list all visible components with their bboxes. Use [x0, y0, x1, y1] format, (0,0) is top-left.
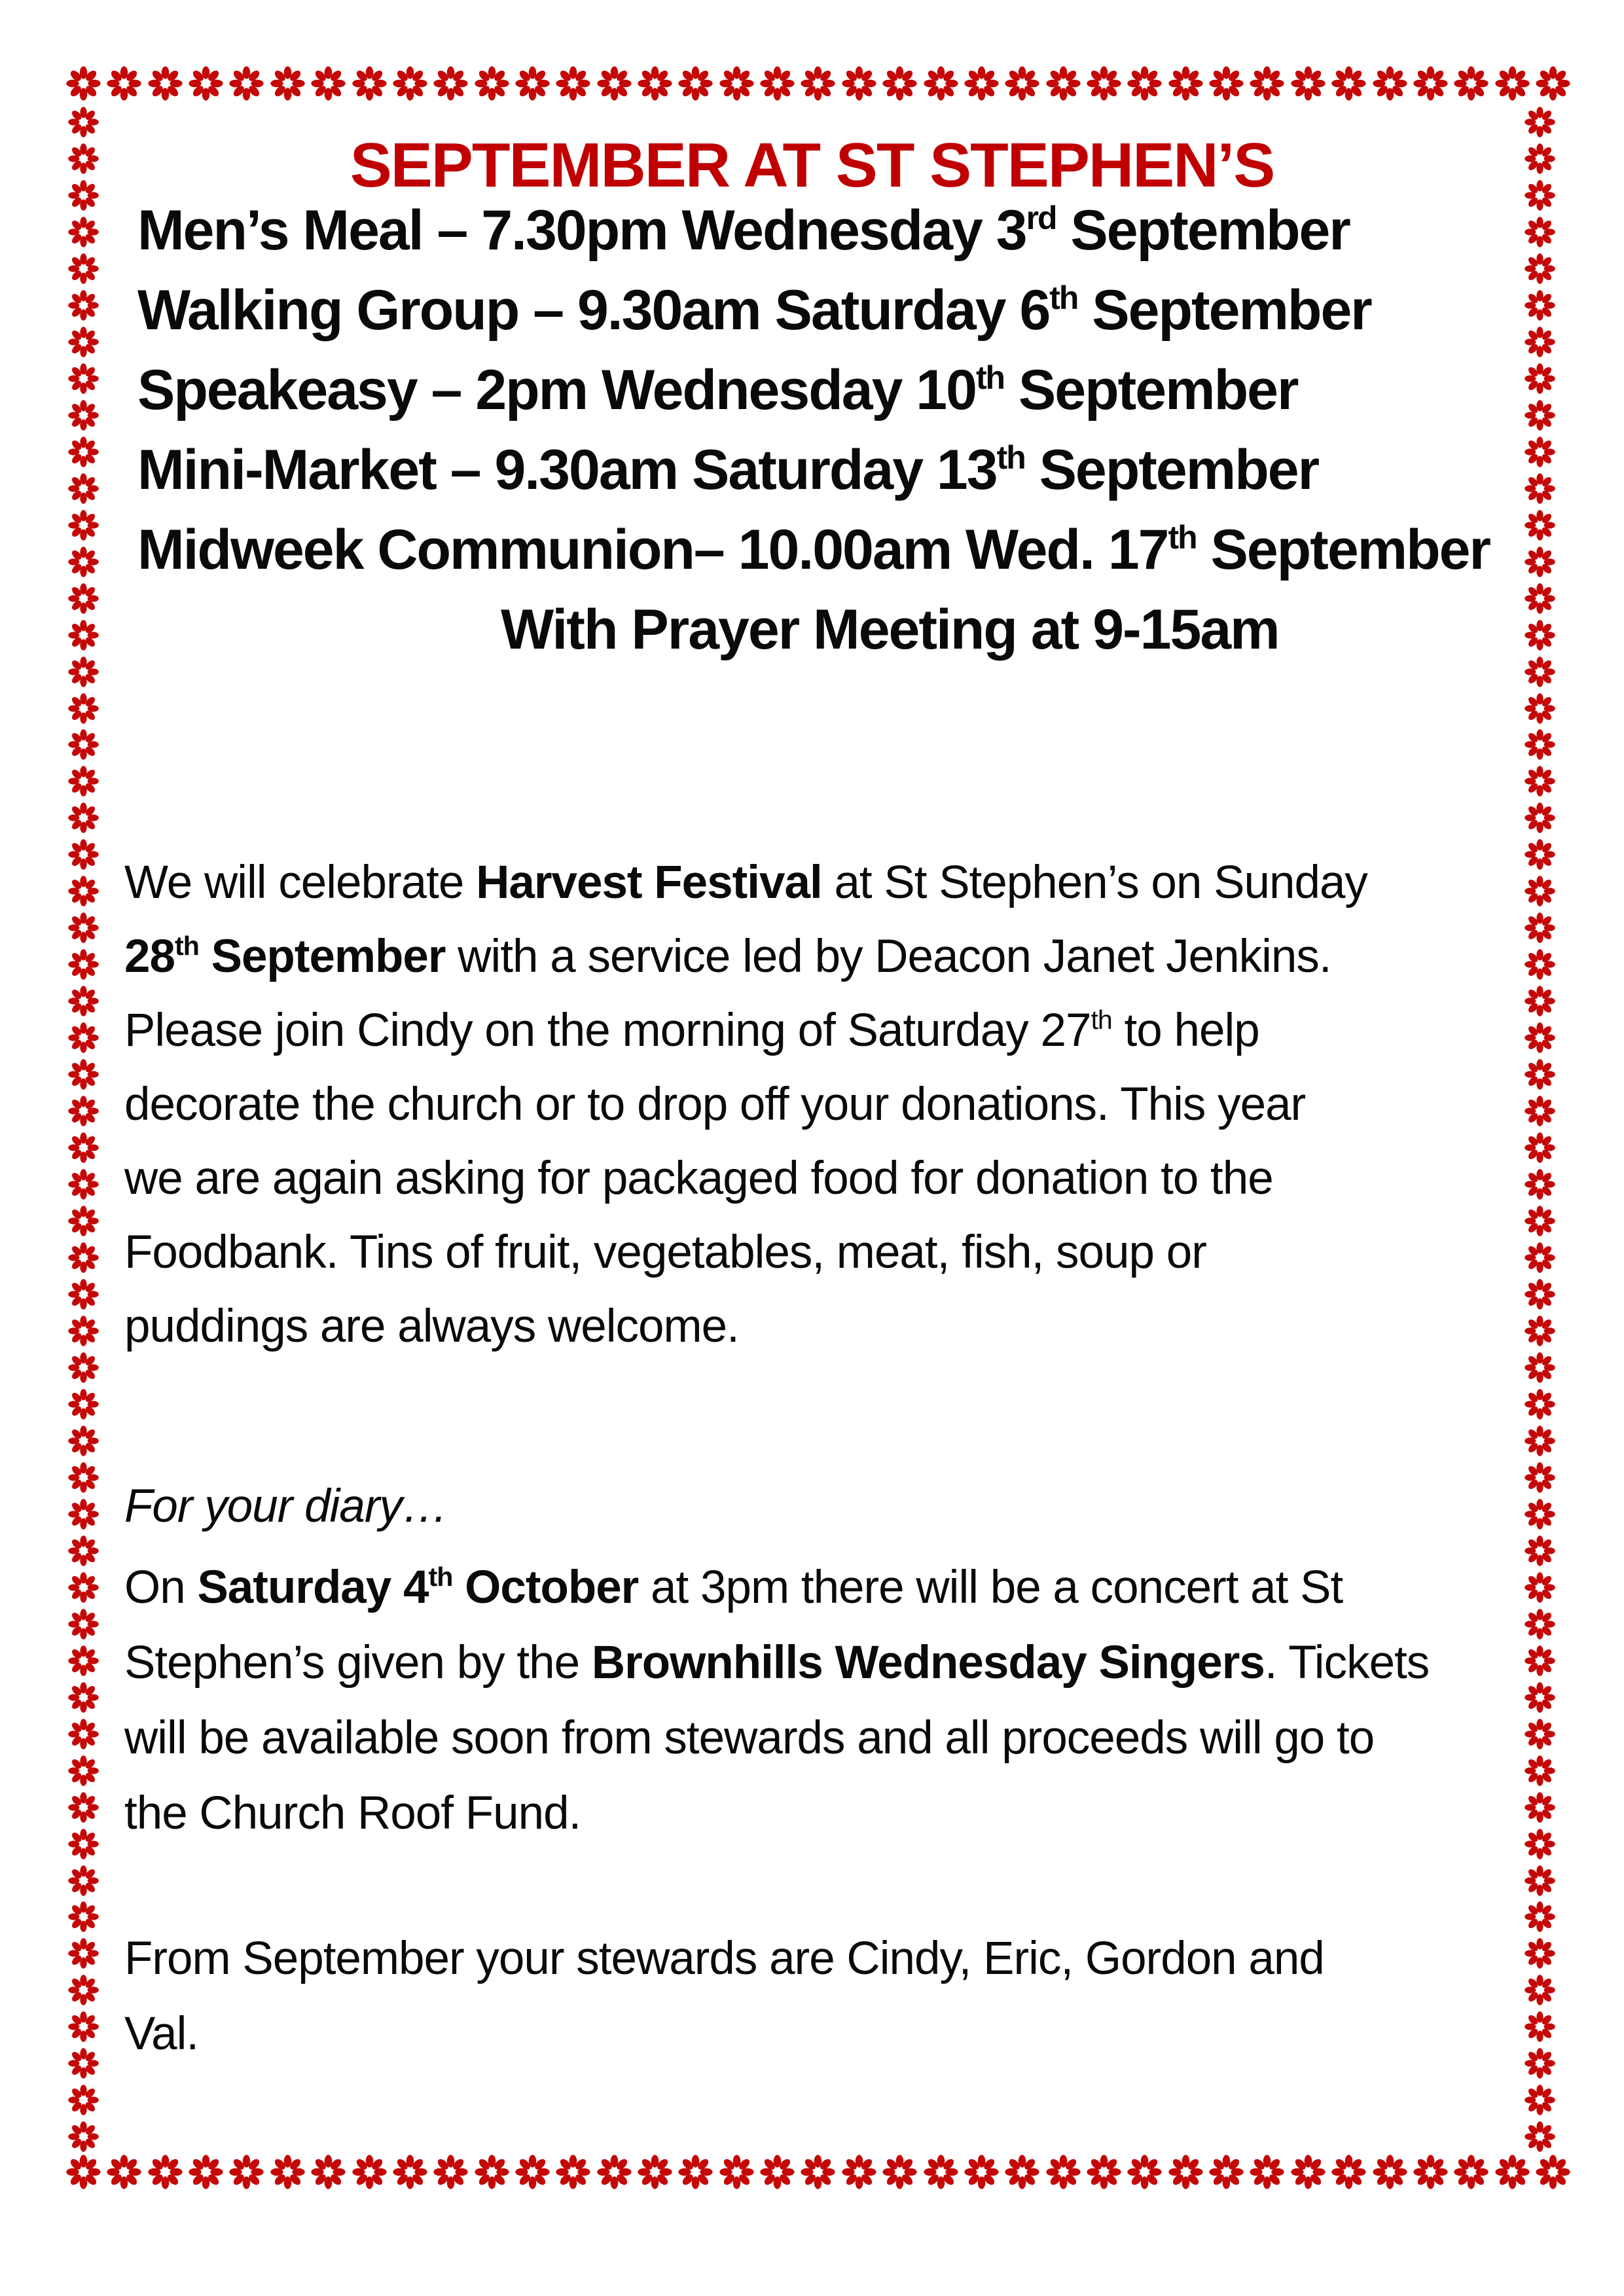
flower-asterisk-icon: [1453, 65, 1489, 101]
flower-asterisk-icon: [882, 2154, 918, 2190]
text-line: From September your stewards are Cindy, Eric, Gordon and: [124, 1933, 1324, 1984]
flower-asterisk-icon: [67, 728, 99, 761]
text-line: Please join Cindy on the morning of Saturday 27th to help: [124, 1005, 1259, 1056]
flower-asterisk-icon: [67, 106, 99, 138]
flower-asterisk-icon: [67, 1278, 99, 1310]
flower-asterisk-icon: [1535, 65, 1571, 101]
flower-asterisk-icon: [352, 2154, 388, 2190]
flower-asterisk-icon: [106, 65, 142, 101]
flower-asterisk-icon: [474, 2154, 510, 2190]
paragraph-concert: [124, 1550, 1525, 1851]
flower-asterisk-icon: [1524, 1425, 1556, 1457]
flower-asterisk-icon: [67, 1901, 99, 1933]
flower-asterisk-icon: [1524, 1132, 1556, 1164]
flower-asterisk-icon: [67, 948, 99, 980]
flower-asterisk-icon: [1168, 2154, 1204, 2190]
flower-asterisk-icon: [67, 802, 99, 834]
flower-asterisk-icon: [67, 1498, 99, 1530]
flower-asterisk-icon: [67, 765, 99, 797]
flower-asterisk-icon: [1524, 985, 1556, 1017]
flower-asterisk-icon: [1453, 2154, 1489, 2190]
flower-asterisk-icon: [1524, 1278, 1556, 1310]
flower-asterisk-icon: [1535, 2154, 1571, 2190]
flower-asterisk-icon: [1524, 1828, 1556, 1860]
diary-heading: [124, 1469, 1525, 1543]
flower-asterisk-icon: [67, 1791, 99, 1823]
border-bottom: [65, 2153, 1571, 2190]
flower-asterisk-icon: [1127, 2154, 1163, 2190]
flower-asterisk-icon: [596, 65, 632, 101]
flower-asterisk-icon: [1524, 1681, 1556, 1713]
flower-asterisk-icon: [67, 2011, 99, 2043]
flower-asterisk-icon: [1372, 65, 1408, 101]
flower-asterisk-icon: [1524, 838, 1556, 870]
flower-asterisk-icon: [1524, 1388, 1556, 1420]
flower-asterisk-icon: [67, 2047, 99, 2079]
flower-asterisk-icon: [67, 363, 99, 395]
flower-asterisk-icon: [1524, 106, 1556, 138]
flower-asterisk-icon: [67, 1608, 99, 1640]
flower-asterisk-icon: [1524, 692, 1556, 725]
flower-asterisk-icon: [1249, 2154, 1285, 2190]
flower-asterisk-icon: [67, 1681, 99, 1713]
flower-asterisk-icon: [67, 875, 99, 907]
flower-asterisk-icon: [1524, 1242, 1556, 1274]
flower-asterisk-icon: [964, 65, 1000, 101]
text-line: Men’s Meal – 7.30pm Wednesday 3rd September: [137, 199, 1350, 262]
flower-asterisk-icon: [67, 1132, 99, 1164]
flower-asterisk-icon: [67, 326, 99, 358]
flower-asterisk-icon: [106, 2154, 142, 2190]
paragraph-stewards: [124, 1921, 1525, 2072]
flower-asterisk-icon: [596, 2154, 632, 2190]
flower-asterisk-icon: [67, 985, 99, 1017]
flower-asterisk-icon: [1524, 1498, 1556, 1530]
flower-asterisk-icon: [1524, 728, 1556, 761]
flower-asterisk-icon: [1524, 1315, 1556, 1347]
flower-asterisk-icon: [1524, 1937, 1556, 1969]
flower-asterisk-icon: [719, 2154, 755, 2190]
flower-asterisk-icon: [67, 656, 99, 688]
flower-asterisk-icon: [800, 65, 836, 101]
flower-asterisk-icon: [1524, 2084, 1556, 2116]
flower-asterisk-icon: [474, 65, 510, 101]
flower-asterisk-icon: [188, 2154, 224, 2190]
text-line: For your diary…: [124, 1480, 448, 1532]
flower-asterisk-icon: [1524, 802, 1556, 834]
flower-asterisk-icon: [1524, 2121, 1556, 2153]
flower-asterisk-icon: [67, 436, 99, 468]
flower-asterisk-icon: [677, 65, 713, 101]
flower-asterisk-icon: [67, 473, 99, 505]
flower-asterisk-icon: [1413, 65, 1449, 101]
flower-asterisk-icon: [1524, 2047, 1556, 2079]
flower-asterisk-icon: [67, 253, 99, 285]
flower-asterisk-icon: [1290, 2154, 1326, 2190]
text-line: Stephen’s given by the Brownhills Wednesday Singers. Tickets: [124, 1637, 1430, 1689]
flower-asterisk-icon: [1208, 2154, 1244, 2190]
flower-asterisk-icon: [147, 2154, 183, 2190]
flower-asterisk-icon: [841, 2154, 877, 2190]
text-line: will be available soon from stewards and all proceeds will go to: [124, 1712, 1375, 1764]
text-line: Walking Group – 9.30am Saturday 6th September: [137, 279, 1371, 342]
flower-asterisk-icon: [1524, 1352, 1556, 1384]
flower-asterisk-icon: [433, 2154, 469, 2190]
page-title: SEPTEMBER AT ST STEPHEN’S: [350, 130, 1274, 200]
flower-asterisk-icon: [1524, 1205, 1556, 1237]
text-line: decorate the church or to drop off your donations. This year: [124, 1079, 1306, 1130]
text-line: puddings are always welcome.: [124, 1300, 739, 1352]
text-line: the Church Roof Fund.: [124, 1787, 581, 1839]
flower-asterisk-icon: [1524, 1718, 1556, 1750]
flower-asterisk-icon: [67, 1352, 99, 1384]
flower-asterisk-icon: [1524, 1865, 1556, 1897]
flower-asterisk-icon: [1208, 65, 1244, 101]
flower-asterisk-icon: [67, 838, 99, 870]
text-line: 28th September with a service led by Deacon Janet Jenkins.: [124, 931, 1331, 982]
flower-asterisk-icon: [67, 289, 99, 321]
flower-asterisk-icon: [67, 1205, 99, 1237]
flower-asterisk-icon: [433, 65, 469, 101]
flower-asterisk-icon: [759, 2154, 795, 2190]
flower-asterisk-icon: [67, 509, 99, 541]
events-list: [137, 190, 1538, 670]
text-line: We will celebrate Harvest Festival at St Stephen’s on Sunday: [124, 857, 1367, 908]
flower-asterisk-icon: [67, 692, 99, 725]
flower-asterisk-icon: [67, 1937, 99, 1969]
flower-asterisk-icon: [67, 2121, 99, 2153]
flower-asterisk-icon: [67, 1755, 99, 1787]
flower-asterisk-icon: [1524, 2011, 1556, 2043]
flower-asterisk-icon: [1524, 875, 1556, 907]
flower-asterisk-icon: [67, 1095, 99, 1127]
text-line: With Prayer Meeting at 9-15am: [501, 598, 1279, 661]
flower-asterisk-icon: [719, 65, 755, 101]
flower-asterisk-icon: [1524, 912, 1556, 944]
flower-asterisk-icon: [1524, 1791, 1556, 1823]
flower-asterisk-icon: [67, 179, 99, 211]
flower-asterisk-icon: [67, 2084, 99, 2116]
flower-asterisk-icon: [67, 1462, 99, 1494]
flower-asterisk-icon: [310, 2154, 346, 2190]
flower-asterisk-icon: [65, 2154, 101, 2190]
flower-asterisk-icon: [637, 65, 673, 101]
flower-asterisk-icon: [67, 1058, 99, 1090]
flower-asterisk-icon: [67, 583, 99, 615]
text-line: Speakeasy – 2pm Wednesday 10th September: [137, 359, 1298, 422]
text-line: we are again asking for packaged food for donation to the: [124, 1153, 1273, 1204]
flower-asterisk-icon: [1168, 65, 1204, 101]
flower-asterisk-icon: [67, 1315, 99, 1347]
flower-asterisk-icon: [1045, 65, 1081, 101]
flower-asterisk-icon: [1524, 143, 1556, 175]
flower-asterisk-icon: [67, 1022, 99, 1054]
flower-asterisk-icon: [841, 65, 877, 101]
flower-asterisk-icon: [67, 1571, 99, 1604]
flower-asterisk-icon: [1524, 948, 1556, 980]
flower-asterisk-icon: [1524, 1901, 1556, 1933]
flower-asterisk-icon: [555, 2154, 591, 2190]
flower-asterisk-icon: [923, 2154, 959, 2190]
flower-asterisk-icon: [1331, 2154, 1367, 2190]
flower-asterisk-icon: [310, 65, 346, 101]
flower-asterisk-icon: [555, 65, 591, 101]
flower-asterisk-icon: [1127, 65, 1163, 101]
flower-asterisk-icon: [67, 1242, 99, 1274]
flower-asterisk-icon: [228, 65, 264, 101]
flower-asterisk-icon: [1524, 1608, 1556, 1640]
flower-asterisk-icon: [1524, 1974, 1556, 2006]
flower-asterisk-icon: [1372, 2154, 1408, 2190]
flower-asterisk-icon: [67, 619, 99, 651]
flower-asterisk-icon: [1494, 2154, 1530, 2190]
flower-asterisk-icon: [1249, 65, 1285, 101]
flower-asterisk-icon: [147, 65, 183, 101]
flower-asterisk-icon: [1290, 65, 1326, 101]
text-line: Midweek Communion– 10.00am Wed. 17th September: [137, 518, 1490, 581]
flower-asterisk-icon: [1331, 65, 1367, 101]
flower-asterisk-icon: [1524, 1022, 1556, 1054]
text-line: Foodbank. Tins of fruit, vegetables, meat, fish, soup or: [124, 1227, 1206, 1278]
flower-asterisk-icon: [392, 65, 428, 101]
flower-asterisk-icon: [67, 1865, 99, 1897]
flower-asterisk-icon: [67, 546, 99, 578]
flower-asterisk-icon: [67, 216, 99, 248]
flower-asterisk-icon: [1524, 1095, 1556, 1127]
flower-asterisk-icon: [1524, 1168, 1556, 1200]
flower-asterisk-icon: [637, 2154, 673, 2190]
flower-asterisk-icon: [1524, 765, 1556, 797]
flower-asterisk-icon: [1524, 1535, 1556, 1567]
flower-asterisk-icon: [1004, 2154, 1040, 2190]
flower-asterisk-icon: [67, 399, 99, 431]
flower-asterisk-icon: [1413, 2154, 1449, 2190]
flower-asterisk-icon: [270, 2154, 306, 2190]
flower-asterisk-icon: [67, 1828, 99, 1860]
text-line: Mini-Market – 9.30am Saturday 13th September: [137, 439, 1319, 501]
flower-asterisk-icon: [1524, 1462, 1556, 1494]
flower-asterisk-icon: [882, 65, 918, 101]
flower-asterisk-icon: [1524, 1058, 1556, 1090]
flower-asterisk-icon: [1524, 1755, 1556, 1787]
text-line: Val.: [124, 2008, 199, 2060]
flower-asterisk-icon: [67, 1425, 99, 1457]
flower-asterisk-icon: [67, 1974, 99, 2006]
flower-asterisk-icon: [759, 65, 795, 101]
flower-asterisk-icon: [1524, 1645, 1556, 1677]
border-top: [65, 65, 1571, 101]
flower-asterisk-icon: [392, 2154, 428, 2190]
flower-asterisk-icon: [800, 2154, 836, 2190]
flower-asterisk-icon: [67, 912, 99, 944]
flower-asterisk-icon: [514, 2154, 550, 2190]
flower-asterisk-icon: [1045, 2154, 1081, 2190]
flower-asterisk-icon: [514, 65, 550, 101]
paragraph-harvest-festival: [124, 846, 1525, 1363]
flower-asterisk-icon: [228, 2154, 264, 2190]
text-line: On Saturday 4th October at 3pm there will be a concert at St: [124, 1562, 1343, 1613]
flower-asterisk-icon: [923, 65, 959, 101]
flower-asterisk-icon: [67, 1535, 99, 1567]
flower-asterisk-icon: [1086, 2154, 1122, 2190]
flower-asterisk-icon: [65, 65, 101, 101]
border-left: [66, 106, 100, 2153]
flower-asterisk-icon: [67, 1645, 99, 1677]
flower-asterisk-icon: [677, 2154, 713, 2190]
flower-asterisk-icon: [270, 65, 306, 101]
flower-asterisk-icon: [188, 65, 224, 101]
flower-asterisk-icon: [1004, 65, 1040, 101]
flower-asterisk-icon: [1086, 65, 1122, 101]
flower-asterisk-icon: [67, 1168, 99, 1200]
flower-asterisk-icon: [1524, 1571, 1556, 1604]
flower-asterisk-icon: [352, 65, 388, 101]
flower-asterisk-icon: [964, 2154, 1000, 2190]
flower-asterisk-icon: [1494, 65, 1530, 101]
flower-asterisk-icon: [67, 1388, 99, 1420]
flower-asterisk-icon: [67, 1718, 99, 1750]
flower-asterisk-icon: [67, 143, 99, 175]
